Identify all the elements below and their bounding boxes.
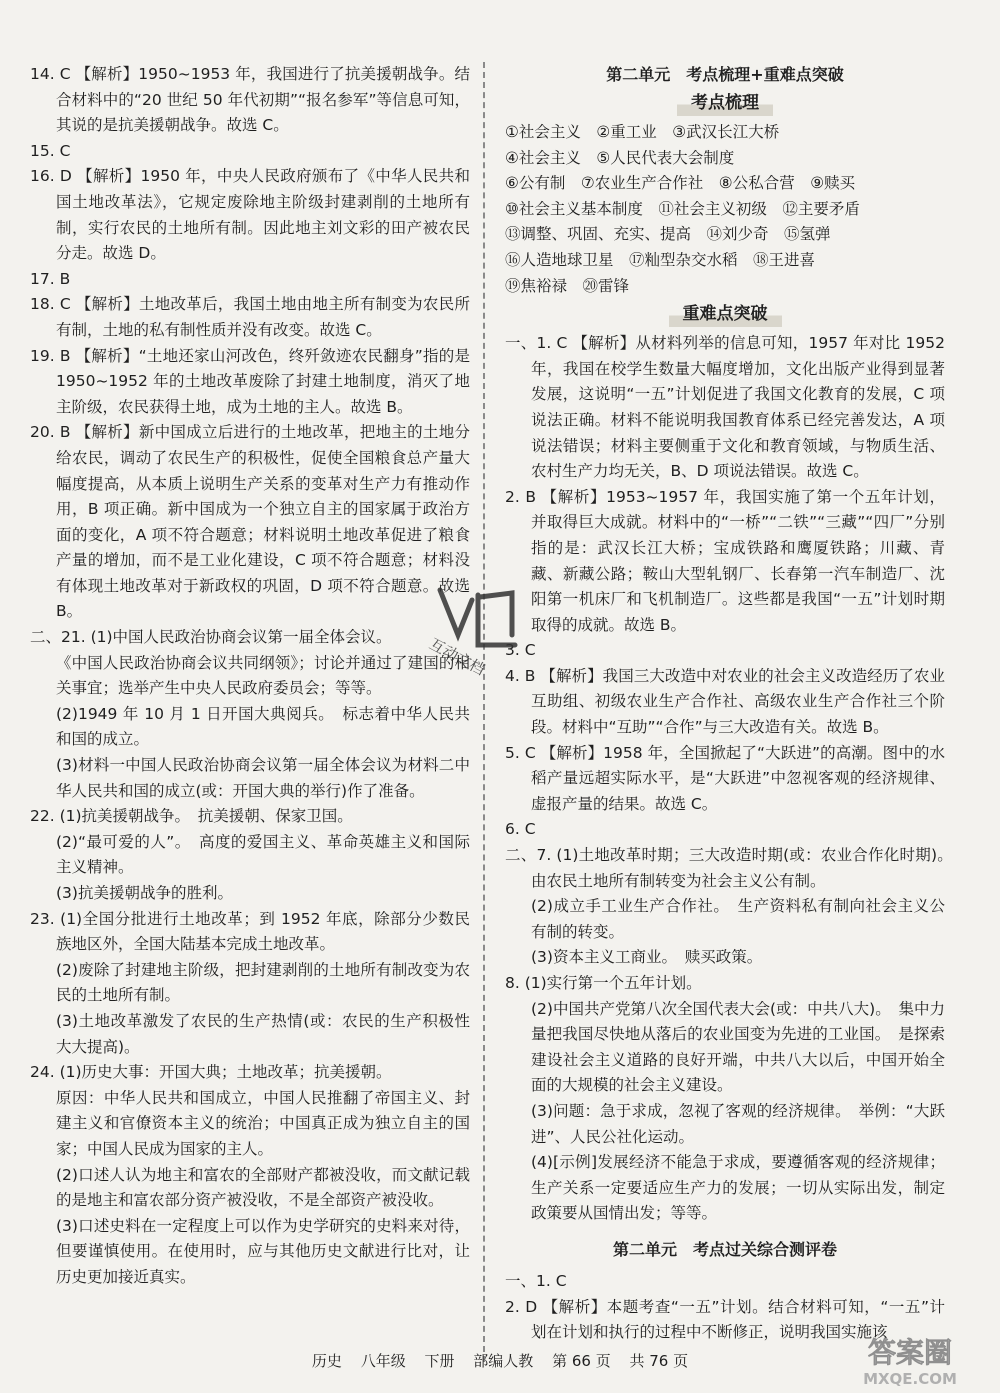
key-points-list: [505, 120, 945, 299]
answer-paragraph: 原因：中华人民共和国成立，中国人民推翻了帝国主义、封建主义和官僚资本主义的统治；中国真正成为独立自主的国家；中国人民成为国家的主人。: [56, 1088, 470, 1158]
answer-paragraph: (2)口述人认为地主和富农的全部财产都被没收，而文献记载的是地主和富农部分资产被没收，不是全部资产被没收。: [56, 1165, 470, 1210]
answer-paragraph: 2. B 【解析】1953~1957 年，我国实施了第一个五年计划，并取得巨大成就。材料中的“一桥”“二铁”“三藏”“四厂”分别指的是：武汉长江大桥；宝成铁路和鹰厦铁路；川藏、青藏、新藏公路；鞍山大型轧钢厂、长春第一汽车制造厂、沈阳第一机床厂和飞机制造厂。这些都是我国“一五”计划时期取得的成就。故选 B。: [505, 487, 945, 634]
answer-paragraph: 15. C: [30, 141, 71, 160]
section-heading-kaodian: 考点梳理: [677, 90, 773, 116]
footer-grade: 八年级: [360, 1352, 406, 1370]
answer-paragraph: 《中国人民政治协商会议共同纲领》；讨论并通过了建国的相关事宜；选举产生中央人民政府委员会；等等。: [56, 653, 470, 698]
answer-paragraph: 19. B 【解析】“土地还家山河改色，终歼敛迹农民翻身”指的是 1950~1952 年的土地改革废除了封建土地制度，消灭了地主阶级，农民获得土地，成为土地的主人。故选 B。: [30, 346, 470, 416]
key-point-line: ⑬调整、巩固、充实、提高 ⑭刘少奇 ⑮氢弹: [505, 225, 831, 244]
answers-list: [505, 331, 961, 1227]
footer-subject: 历史: [311, 1352, 342, 1370]
key-point-line: ①社会主义 ②重工业 ③武汉长江大桥: [505, 123, 780, 141]
answer-paragraph: (4)[示例]发展经济不能急于求成，要遵循客观的经济规律；生产关系一定要适应生产力的发展；一切从实际出发，制定政策要从国情出发；等等。: [531, 1153, 945, 1223]
answer-paragraph: 14. C 【解析】1950~1953 年，我国进行了抗美援朝战争。结合材料中的“20 世纪 50 年代初期”“报名参军”等信息可知，其说的是抗美援朝战争。故选 C。: [30, 65, 470, 135]
answer-paragraph: (3)资本主义工商业。 赎买政策。: [531, 948, 763, 967]
key-point-line: ⑥公有制 ⑦农业生产合作社 ⑧公私合营 ⑨赎买: [505, 174, 856, 193]
answer-paragraph: (3)抗美援朝战争的胜利。: [56, 884, 233, 902]
logo-url: MXQE.COM: [863, 1370, 957, 1388]
answer-paragraph: 20. B 【解析】新中国成立后进行的土地改革，把地主的土地分给农民，调动了农民生产的积极性，促使全国粮食总产量大幅度提高，从本质上说明生产关系的变革对生产力有推动作用，B 项正确。新中国成为一个独立自主的国家属于政治方面的变化，A 项不符合题意；材料说明土地改革促进了粮食产量的增加，而不是工业化建设，C 项不符合题意；材料没有体现土地改革对于新政权的巩固，D 项不符合题意。故选 B。: [30, 423, 470, 621]
answer-paragraph: 二、21. (1)中国人民政治协商会议第一届全体会议。: [30, 628, 392, 647]
key-point-line: ④社会主义 ⑤人民代表大会制度: [505, 148, 735, 167]
answer-paragraph: 3. C: [505, 641, 536, 660]
answer-paragraph: 一、1. C 【解析】从材料列举的信息可知，1957 年对比 1952 年，我国在校学生数量大幅度增加，文化出版产业得到显著发展，这说明“一五”计划促进了我国文化教育的发展，C 项说法正确。材料不能说明我国教育体系已经完善发达，A 项说法错误；材料主要侧重于文化和教育领域，与物质生活、农村生产力均无关，B、D 项说法错误。故选 C。: [505, 334, 945, 481]
answer-paragraph: (2)“最可爱的人”。 高度的爱国主义、革命英雄主义和国际主义精神。: [56, 832, 470, 877]
answer-paragraph: 5. C 【解析】1958 年，全国掀起了“大跃进”的高潮。图中的水稻产量远超实际水平，是“大跃进”中忽视客观的经济规律、虚报产量的结果。故选 C。: [505, 743, 945, 813]
answer-paragraph: 23. (1)全国分批进行土地改革；到 1952 年底，除部分少数民族地区外，全国大陆基本完成土地改革。: [30, 909, 470, 954]
answer-paragraph: (2)废除了封建地主阶级，把封建剥削的土地所有制改变为农民的土地所有制。: [56, 960, 470, 1005]
logo-text: 答案圈: [867, 1336, 953, 1369]
column-divider: [483, 62, 485, 1362]
answer-paragraph: 24. (1)历史大事：开国大典；土地改革；抗美援朝。: [30, 1063, 392, 1082]
answer-paragraph: (2)1949 年 10 月 1 日开国大典阅兵。 标志着中华人民共和国的成立。: [56, 704, 470, 749]
key-point-line: ⑲焦裕禄 ⑳雷锋: [505, 276, 630, 295]
answer-paragraph: 22. (1)抗美援朝战争。 抗美援朝、保家卫国。: [30, 807, 353, 826]
section-heading-zhongnandian: 重难点突破: [669, 301, 782, 327]
answer-paragraph: 一、1. C: [505, 1271, 567, 1290]
footer-volume: 下册: [424, 1352, 455, 1370]
stamp-text: 互动文档: [426, 634, 488, 679]
answer-paragraph: 8. (1)实行第一个五年计划。: [505, 974, 702, 992]
footer-total-pages: 共 76 页: [629, 1352, 689, 1370]
unit-title: 第二单元 考点梳理+重难点突破: [606, 65, 844, 84]
answer-paragraph: 4. B 【解析】我国三大改造中对农业的社会主义改造经历了农业互助组、初级农业生产合作社、高级农业生产合作社三个阶段。材料中“互助”“合作”与三大改造有关。故选 B。: [505, 666, 945, 737]
answer-paragraph: (2)成立手工业生产合作社。 生产资料私有制向社会主义公有制的转变。: [531, 897, 945, 941]
footer-edition: 部编人教: [473, 1352, 534, 1370]
answer-paragraph: 2. D 【解析】本题考查“一五”计划。结合材料可知，“一五”计划在计划和执行的过程中不断修正，说明我国实施该: [505, 1297, 945, 1342]
answer-paragraph: (3)口述史料在一定程度上可以作为史学研究的史料来对待，但要谨慎使用。在使用时，应与其他历史文献进行比对，让历史更加接近真实。: [56, 1216, 470, 1286]
answer-paragraph: (2)中国共产党第八次全国代表大会(或：中共八大)。 集中力量把我国尽快地从落后的农业国变为先进的工业国。 是探索建设社会主义道路的良好开端，中共八大以后，中国开始全面的大规模的社会主义建设。: [531, 999, 945, 1095]
answer-paragraph: (3)问题：急于求成，忽视了客观的经济规律。 举例：“大跃进”、人民公社化运动。: [531, 1101, 945, 1146]
left-column: [30, 62, 470, 1291]
key-point-line: ⑯人造地球卫星 ⑰籼型杂交水稻 ⑱王进喜: [505, 250, 816, 269]
answer-paragraph: 6. C: [505, 820, 536, 839]
page-footer: [0, 1350, 1000, 1371]
right-column: [505, 62, 961, 1346]
answer-paragraph: 16. D 【解析】1950 年，中央人民政府颁布了《中华人民共和国土地改革法》，它规定废除地主阶级封建剥削的土地所有制，实行农民的土地所有制。因此地主刘文彩的田产被农民分走。故选 D。: [30, 167, 470, 263]
unit-title-test: 第二单元 考点过关综合测评卷: [612, 1239, 837, 1259]
answer-paragraph: 17. B: [30, 269, 71, 288]
watermark-stamp-icon: [420, 575, 530, 685]
answer-paragraph: (3)土地改革激发了农民的生产热情(或：农民的生产积极性大大提高)。: [56, 1011, 470, 1056]
key-point-line: ⑩社会主义基本制度 ⑪社会主义初级 ⑫主要矛盾: [505, 199, 860, 218]
answer-paragraph: 二、7. (1)土地改革时期；三大改造时期(或：农业合作化时期)。 由农民土地所有制转变为社会主义公有制。: [505, 846, 961, 890]
answer-paragraph: (3)材料一中国人民政治协商会议第一届全体会议为材料二中华人民共和国的成立(或：开国大典的举行)作了准备。: [56, 756, 470, 800]
footer-page-number: 第 66 页: [552, 1352, 611, 1370]
answer-paragraph: 18. C 【解析】土地改革后，我国土地由地主所有制变为农民所有制，土地的私有制性质并没有改变。故选 C。: [30, 295, 470, 339]
